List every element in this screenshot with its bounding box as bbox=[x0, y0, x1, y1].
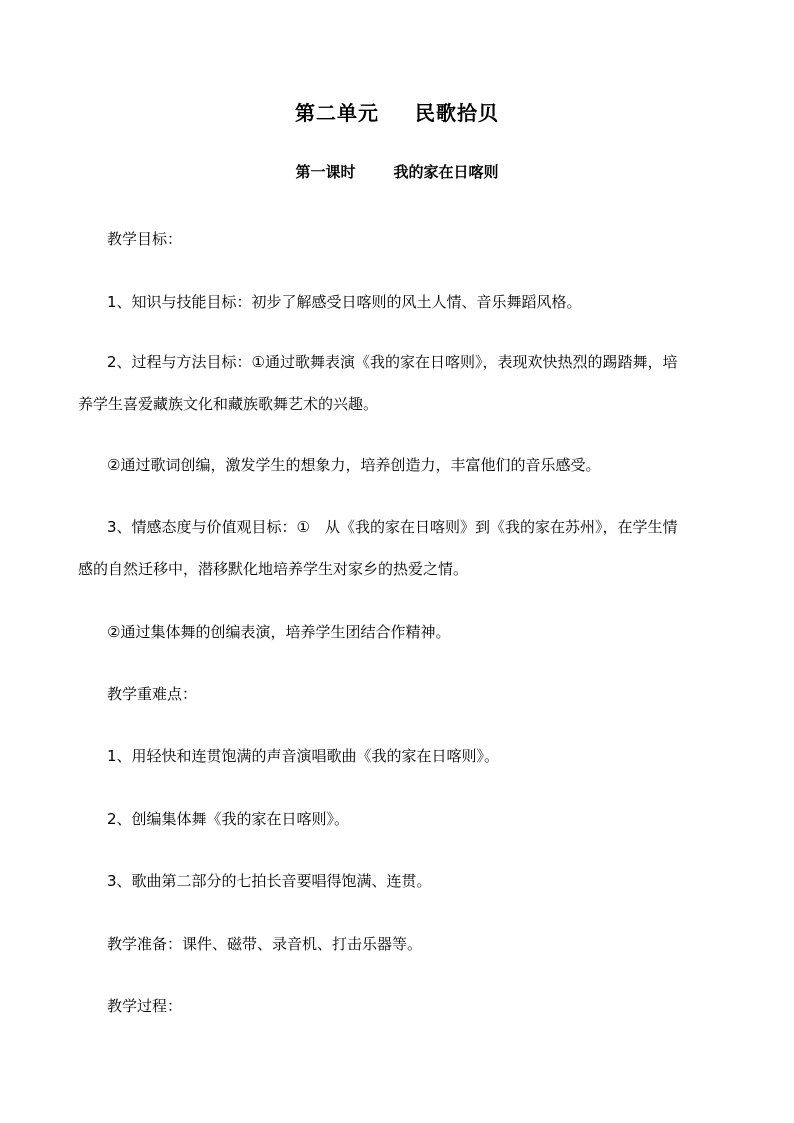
unit-title bbox=[0, 97, 794, 126]
key-point-2: 2、创编集体舞《我的家在日喀则》。 bbox=[107, 810, 350, 828]
key-point-3: 3、歌曲第二部分的七拍长音要唱得饱满、连贯。 bbox=[107, 872, 432, 890]
section-heading-objectives: 教学目标： bbox=[107, 230, 183, 248]
objective-emotion-line1: 3、情感态度与价值观目标：① 从《我的家在日喀则》到《我的家在苏州》，在学生情 bbox=[107, 518, 678, 536]
objective-emotion-line2: 感的自然迁移中，潜移默化地培养学生对家乡的热爱之情。 bbox=[78, 560, 469, 578]
lesson-title: 我的家在日喀则 bbox=[393, 163, 499, 181]
lesson-label: 第一课时 bbox=[295, 163, 356, 181]
objective-process-line2: 养学生喜爱藏族文化和藏族歌舞艺术的兴趣。 bbox=[78, 395, 379, 413]
key-point-1: 1、用轻快和连贯饱满的声音演唱歌曲《我的家在日喀则》。 bbox=[107, 747, 500, 765]
section-heading-process: 教学过程： bbox=[107, 997, 183, 1015]
objective-process-item2: ②通过歌词创编，激发学生的想象力，培养创造力，丰富他们的音乐感受。 bbox=[107, 456, 601, 474]
teaching-preparation: 教学准备：课件、磁带、录音机、打击乐器等。 bbox=[107, 935, 423, 953]
unit-title-name: 民歌拾贝 bbox=[415, 101, 499, 125]
unit-title-number: 第二单元 bbox=[295, 101, 379, 125]
objective-knowledge: 1、知识与技能目标：初步了解感受日喀则的风土人情、音乐舞蹈风格。 bbox=[107, 293, 582, 311]
section-heading-key-points: 教学重难点： bbox=[107, 685, 198, 703]
objective-process-line1: 2、过程与方法目标：①通过歌舞表演《我的家在日喀则》，表现欢快热烈的踢踏舞，培 bbox=[107, 353, 678, 371]
lesson-heading bbox=[0, 161, 794, 182]
objective-emotion-item2: ②通过集体舞的创编表演，培养学生团结合作精神。 bbox=[107, 623, 451, 641]
